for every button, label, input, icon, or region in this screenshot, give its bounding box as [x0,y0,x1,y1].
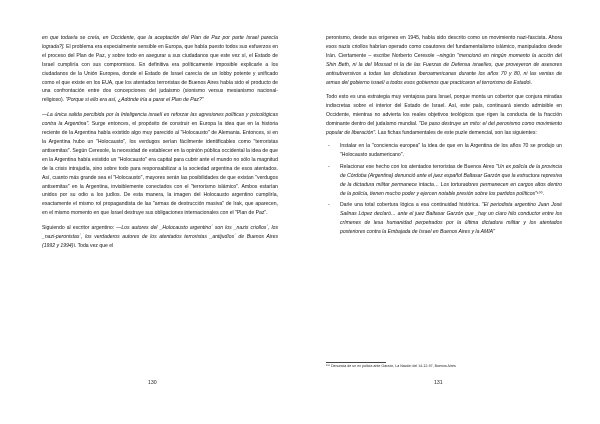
right-paragraph-segment: "De paso destruye un mito: el del peronismo como movimiento popular de liberación". [326,121,562,137]
left-paragraph [42,111,278,218]
bullet-dash: - [328,163,330,170]
bullet-item [326,142,562,160]
left-paragraph [42,34,278,105]
left-paragraph [42,224,278,251]
right-paragraph-segment: ì. [529,79,533,86]
right-paragraph-segment: ningún "mencionó en ningún momento la acción del Shin Beth, ni la del Mossad ni la de las Fuerzas de Defensa israelíes, que proveyeron de asesores antisubversivos a todas las dictaduras iberoamericanas durante los años 70 y 80, ni las ventas de armas del gobierno israelí a todos esos gobiernos que practicaron el terrorismo de Estado [326,52,563,86]
right-page [326,34,562,394]
right-paragraph-segment: Todo esto es una estrategia muy ventajosa para Israel, porque monta un cobertor que conjura miradas indiscretas sobre el interior del Estado de Israel. Así, este país, continuará siendo admisible en Occidente, mientras no advierta los reales objetivos teológicos que rigen la conducta de la fracción dominante dentro del judaísmo mundial. [326,94,562,128]
bullet-item-segment: "El periodista argentino Juan José Salinas López declaró… ante el juez Baltasar Garzón que _hay un claro hilo conductor entre los crímenes de lesa humanidad perpetrados por la última dictadura militar y los atentados posteriores contra la Embajada de Israel en Buenos Aires y la AMIA" [340,202,562,236]
left-paragraph-segment: —Los autores del _Holocausto argentino´ son los _nazis criollos´, los _nazi-peronistas´, los verdaderos autores de los atentados terroristas _antijudíos´ de Buenos Aires (1992 y 1994) [42,225,279,249]
bullet-item-segment: Darle una total cobertura lógica a esa continuidad histórica. [340,202,482,209]
left-paragraph-segment: en que todavía se creía, en Occidente, que la aceptación del Plan de Paz por parte Israel parecía lograda?]. [42,35,278,50]
footnote: ¹⁰⁰ Denuncia de un ex policía ante Garzón, La Nación del 14-12-97, Buenos Aires [326,364,456,368]
bullet-dash: - [328,142,330,149]
left-paragraph-segment: Surge entonces, el propósito de construir en Europa la idea que en la historia reciente de la Argentina había existido algo muy parecido al "Holocausto" de Alemania. Entonces, si en la Argentina hubo un "Holocausto", los verdugos serían fácilmente identificables como "terroristas antisemitas". Según Ceresole, la necesidad de establecer en la opinión pública occidental la idea de que en la Argentina había existido un "Holocausto" era capital para cubrir ante el mundo no sólo la magnitud de la crisis intrajudía, sino sobre todo para responsabilizar a la sociedad argentina de esos atentados. Así, cuanto más grande sea el "Holocausto", mayores serán las posibilidades de que existan "verdugos antisemitas" en la Argentina, invisiblemente conectados con el "terrorismo islámico". Ambos estarían unidos por su odio a los judíos. De esta manera, la imagen del Holocausto argentino cumpliría, exactamente el mismo rol propagandista de las "armas de destrucción masiva" de Irak, que aparecen, en el mismo momento en que Israel destruye sus obligaciones internacionales con el "Plan de Paz". [42,121,278,217]
footnote-rule [326,362,386,363]
bullet-item-segment: Relacionar ese hecho con los atentados terroristas de Buenos Aires [340,163,496,170]
bullet-list [326,142,562,237]
right-paragraph-segment: peronismo, desde sus orígenes en 1945, había sido descrito como un movimiento nazi-fascista. Ahora esos nazis criollos habrían operado como coautores del fundamentalismo islámico, manipulados desde Irán. Ciertamente – escribe Norberto Ceresole – [326,35,562,59]
left-paragraph-segment: —La única salida percibida por la Inteligencia israelí es reforzar las agresiones políticas y psicológicas contra la Argentina". [42,112,278,128]
bullet-item-segment: ¹⁰⁰. [536,190,545,197]
bullet-item [326,201,562,237]
bullet-item [326,163,562,199]
left-paragraph-segment: ì. Toda vez que el [73,242,114,249]
bullet-item-segment: "Un ex policía de la provincia de Córdoba (Argentina) denunció ante el juez español Baltasar Garzón que la estructura represiva de la dictadura militar permanece intacta… Los torturadores permanecen en cargos altos dentro de la policía, tienen mucho poder y ejercen notable presión sobre los partidos políticos" [340,163,562,197]
left-page [42,34,278,394]
right-paragraph-segment: Las fichas fundamentales de este puzle demencial, son las siguientes: [376,130,537,137]
page-number-right: 131 [434,380,443,386]
bullet-item-segment: Instalar en la "conciencia europea" la idea de que en la Argentina de los años 70 se produjo un "Holocausto sudamericano". [340,142,562,158]
right-paragraph [326,93,562,138]
left-paragraph-segment: Siguiendo al escritor argentino: [42,225,117,232]
left-paragraph-segment: El problema era especialmente sensible en Europa, que había puesto todos sus esfuerzos en el proceso del Plan de Paz, y sobre todo en asegurar a sus ciudadanos que este vez sí, el Estado de Israel cumpliría con sus compromisos. En definitiva era políticamente imposible explicarle a los ciudadanos de la Unión Europea, donde el Estado de Israel carecía de un lobby potente y unificado como el que existe en los EUA, que los atentados terroristas de Buenos Aires había sido el producto de una confrontación entre dos concepciones del judaismo (sionismo versus mesianismo nacional-religioso). [42,43,278,104]
right-paragraph [326,34,562,87]
bullet-dash: - [328,202,330,209]
page-number-left: 130 [148,380,157,386]
left-paragraph-segment: "Porque si ello era así, ¿Adónde iría a parar el Plan de Paz?" [65,97,204,104]
